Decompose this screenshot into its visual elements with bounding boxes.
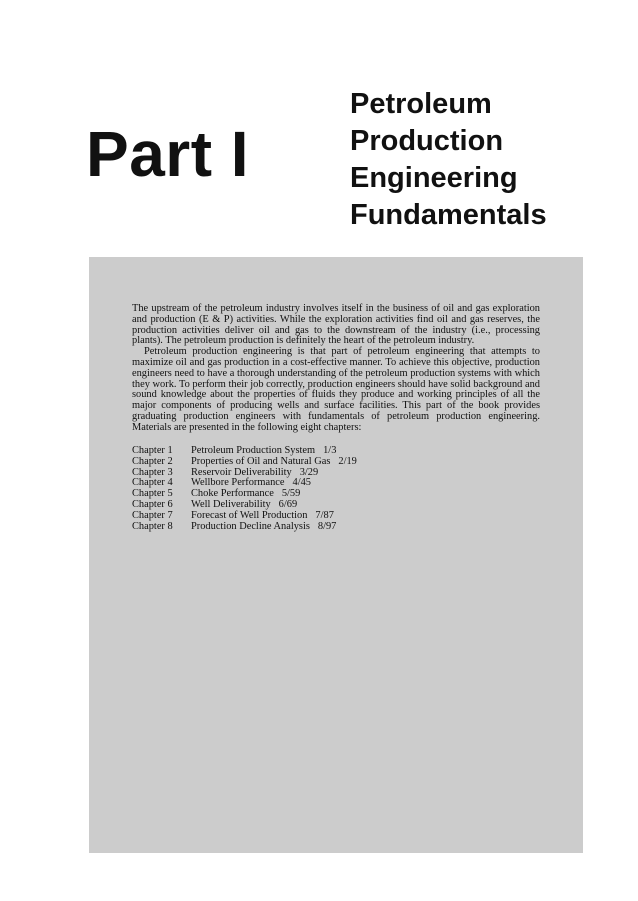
chapter-title: Properties of Oil and Natural Gas [191, 455, 331, 467]
intro-paragraph: Petroleum production engineering is that part of petroleum engineering that attempts to maximize oil and gas production in a cost-effective manner. To achieve this objective, production engineers need to have a thorough understanding of the petroleum production systems with which they work. To perform their job correctly, production engineers should have solid background and sound knowledge about the properties of fluids they produce and working principles of all the major components of producing wells and surface facilities. This part of the book provides graduating production engineers with fundamentals of petroleum production engineering. Materials are presented in the following eight chapters: [132, 346, 540, 433]
chapter-page: 5/59 [281, 488, 301, 500]
chapter-label: Chapter 4 [132, 477, 173, 489]
chapter-page: 1/3 [323, 445, 337, 456]
chapter-label: Chapter 5 [132, 488, 173, 500]
chapter-title: Forecast of Well Production [191, 509, 308, 521]
chapter-page: 3/29 [299, 466, 319, 478]
chapter-label: Chapter 8 [132, 520, 173, 532]
chapter-page: 4/45 [292, 477, 311, 489]
part-title-line: Petroleum [350, 88, 492, 120]
chapter-page: 8/97 [317, 520, 337, 532]
chapter-entry [132, 511, 532, 522]
chapter-list [132, 446, 532, 532]
chapter-page: 6/69 [278, 498, 298, 510]
chapter-label: Chapter 7 [132, 509, 173, 521]
chapter-label: Chapter 2 [132, 455, 173, 467]
chapter-page: 2/19 [338, 455, 357, 467]
chapter-title: Petroleum Production System [191, 445, 316, 456]
chapter-entry [132, 522, 532, 533]
part-title [350, 86, 620, 234]
chapter-label: Chapter 1 [132, 445, 173, 456]
chapter-title: Well Deliverability [191, 498, 271, 510]
intro-paragraph: The upstream of the petroleum industry involves itself in the business of oil and gas exploration and production (E & P) activities. While the exploration activities find oil and gas reserves, the production activities deliver oil and gas to the downstream of the industry (i.e., processing plants). The petroleum production is definitely the heart of the petroleum industry. [132, 303, 540, 347]
intro-text [132, 304, 540, 434]
part-heading: Part I [86, 118, 250, 190]
chapter-title: Production Decline Analysis [191, 520, 310, 532]
chapter-page: 7/87 [315, 509, 334, 521]
chapter-title: Wellbore Performance [191, 477, 285, 489]
chapter-label: Chapter 3 [132, 466, 173, 478]
chapter-label: Chapter 6 [132, 498, 173, 510]
chapter-entry [132, 457, 532, 468]
part-title-line: Engineering [350, 162, 518, 194]
part-title-line: Fundamentals [350, 199, 547, 231]
chapter-title: Reservoir Deliverability [191, 466, 292, 478]
part-title-line: Production [350, 125, 504, 157]
chapter-title: Choke Performance [191, 488, 274, 500]
